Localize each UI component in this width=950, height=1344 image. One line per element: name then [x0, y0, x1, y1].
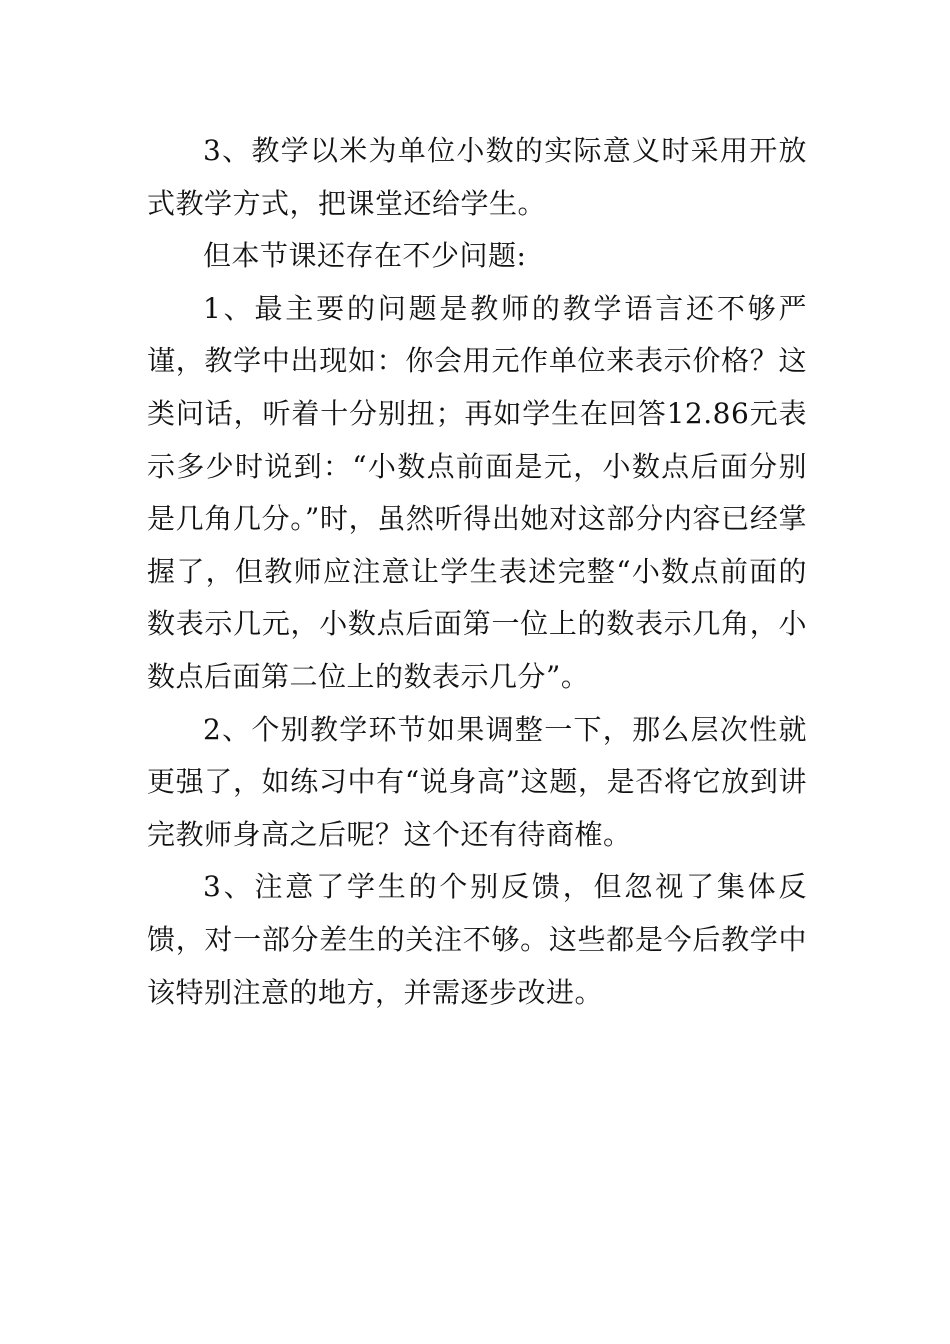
paragraph-strength-3: 3、教学以米为单位小数的实际意义时采用开放式教学方式，把课堂还给学生。	[147, 134, 807, 220]
paragraph-problem-3: 3、注意了学生的个别反馈，但忽视了集体反馈，对一部分差生的关注不够。这些都是今后教学中该特别注意的地方，并需逐步改进。	[147, 870, 807, 1009]
paragraph-problem-1: 1、最主要的问题是教师的教学语言还不够严谨，教学中出现如：你会用元作单位来表示价格？这类问话，听着十分别扭；再如学生在回答12.86元表示多少时说到：“小数点前面是元，小数点后面分别是几角几分。”时，虽然听得出她对这部分内容已经掌握了，但教师应注意让学生表述完整“小数点前面的数表示几元，小数点后面第一位上的数表示几角，小数点后面第二位上的数表示几分”。	[147, 291, 807, 693]
document-body	[147, 125, 807, 1019]
paragraph-problem-2: 2、个别教学环节如果调整一下，那么层次性就更强了，如练习中有“说身高”这题，是否将它放到讲完教师身高之后呢？这个还有待商榷。	[147, 712, 807, 851]
paragraph-problems-intro: 但本节课还存在不少问题:	[203, 239, 527, 273]
